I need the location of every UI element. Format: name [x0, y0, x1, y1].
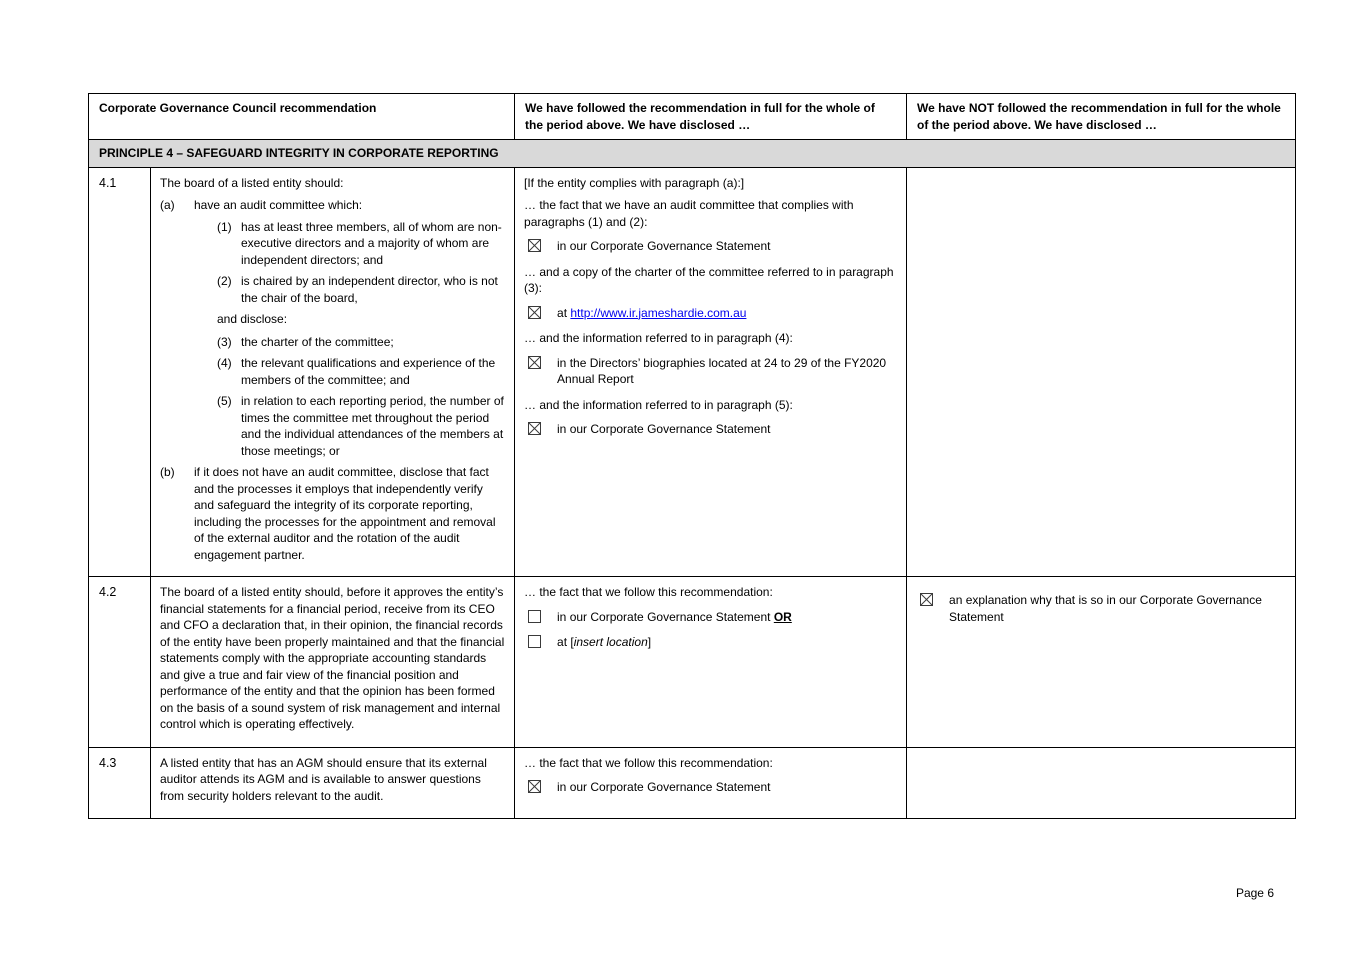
followed-cell: [515, 747, 907, 819]
followed-cell: [515, 577, 907, 748]
principle-banner-row: [89, 140, 1296, 168]
list-item: [160, 197, 505, 214]
disclosure-text: [557, 609, 897, 626]
disclosure-option: [524, 421, 897, 438]
disclosure-option: [524, 305, 897, 322]
disclosure-option: [524, 609, 897, 626]
text-segment: at: [557, 305, 571, 320]
table-row: [89, 577, 1296, 748]
list-item-label: (3): [217, 334, 232, 349]
list-item-text: the charter of the committee;: [241, 334, 394, 349]
list-item-label: (1): [217, 219, 232, 234]
list-item-label: (2): [217, 274, 232, 288]
list-item: [217, 219, 505, 269]
text-segment: insert location: [573, 635, 648, 649]
disclosure-text: [557, 634, 897, 651]
not-followed-cell: [907, 577, 1296, 748]
recommendation-cell: [151, 167, 515, 577]
not-followed-cell: [907, 747, 1296, 819]
header-row: [89, 94, 1296, 140]
text-segment: at [: [557, 635, 574, 649]
disclosure-text: [557, 355, 897, 388]
checked-checkbox-icon: [528, 356, 541, 369]
cell-paragraph: A listed entity that has an AGM should ensure that its external auditor attends its AGM and is available to answer questions from security holders relevant to the audit.: [160, 755, 487, 803]
list-item-text: have an audit committee which:: [194, 198, 363, 212]
disclosure-text: [557, 779, 897, 796]
list-item-label: (a): [160, 198, 175, 212]
checked-checkbox-icon: [528, 422, 541, 435]
governance-table: [88, 93, 1296, 819]
text-segment: ]: [647, 635, 652, 649]
list-item-label: (4): [217, 356, 232, 370]
text-segment: in our Corporate Governance Statement: [557, 780, 771, 794]
page-number: Page 6: [1235, 886, 1274, 900]
checked-checkbox-icon: [920, 593, 933, 606]
cell-paragraph: … the fact that we follow this recommendation:: [524, 755, 773, 770]
cell-paragraph: … the fact that we have an audit committee that complies with paragraphs (1) and (2):: [524, 198, 854, 229]
text-segment: OR: [773, 609, 792, 624]
list-item-text: the relevant qualifications and experience of the members of the committee; and: [241, 356, 496, 387]
recommendation-cell: [151, 577, 515, 748]
cell-paragraph: … and the information referred to in paragraph (5):: [524, 397, 793, 412]
cell-paragraph: … the fact that we follow this recommendation:: [524, 585, 773, 599]
disclosure-option: [524, 355, 897, 388]
unchecked-checkbox-icon: [528, 635, 541, 648]
list-item-label: (5): [217, 394, 232, 408]
list-item: [217, 273, 505, 306]
cell-paragraph: [If the entity complies with paragraph (a):]: [524, 175, 745, 190]
list-item: [217, 393, 505, 459]
jameshardie-ir-link[interactable]: http://www.ir.jameshardie.com.au: [570, 305, 747, 320]
recommendation-cell: [151, 747, 515, 819]
cell-paragraph: … and the information referred to in paragraph (4):: [524, 331, 793, 345]
row-number: 4.3: [89, 747, 151, 819]
cell-paragraph: and disclose:: [217, 312, 288, 326]
cell-paragraph: The board of a listed entity should, before it approves the entity’s financial statements for a financial period, receive from its CEO and CFO a declaration that, in their opinion, the financial records of the entity have been properly maintained and that the financial statements comply with the appropriate accounting standards and give a true and fair view of the financial position and performance of the entity and that the opinion has been formed on the basis of a sound system of risk management and internal control which is operating effectively.: [160, 585, 505, 731]
text-segment: in our Corporate Governance Statement: [557, 239, 771, 253]
list-item-text: is chaired by an independent director, who is not the chair of the board,: [241, 274, 498, 305]
checked-checkbox-icon: [528, 780, 541, 793]
col-header-followed: We have followed the recommendation in full for the whole of the period above. We have disclosed …: [515, 94, 907, 140]
cell-paragraph: The board of a listed entity should:: [160, 175, 344, 190]
list-item-text: in relation to each reporting period, the number of times the committee met throughout the period and the individual attendances of the members at those meetings; or: [241, 394, 504, 458]
col-header-not-followed: We have NOT followed the recommendation in full for the whole of the period above. We have disclosed …: [907, 94, 1296, 140]
checked-checkbox-icon: [528, 306, 541, 319]
disclosure-option: [524, 634, 897, 651]
unchecked-checkbox-icon: [528, 610, 541, 623]
checked-checkbox-icon: [528, 239, 541, 252]
list-item-label: (b): [160, 465, 175, 479]
followed-cell: [515, 167, 907, 577]
disclosure-option: [916, 592, 1286, 625]
text-segment: in our Corporate Governance Statement: [557, 422, 771, 436]
disclosure-text: [557, 305, 897, 322]
col-header-recommendation: Corporate Governance Council recommendation: [89, 94, 515, 140]
table-row: [89, 747, 1296, 819]
cell-paragraph: … and a copy of the charter of the committee referred to in paragraph (3):: [524, 264, 894, 295]
list-item-text: has at least three members, all of whom are non-executive directors and a majority of whom are independent directors; and: [241, 219, 502, 267]
row-number: 4.1: [89, 167, 151, 577]
disclosure-text: [557, 238, 897, 255]
list-item-text: if it does not have an audit committee, disclose that fact and the processes it employs that independently verify and safeguard the integrity of its corporate reporting, including the processes for the appointment and removal of the external auditor and the rotation of the audit engagement partner.: [194, 465, 496, 562]
disclosure-option: [524, 779, 897, 796]
table-row: [89, 167, 1296, 577]
table-body: [89, 167, 1296, 819]
text-segment: an explanation why that is so in our Corporate Governance Statement: [949, 593, 1262, 624]
text-segment: in the Directors’ biographies located at 24 to 29 of the FY2020 Annual Report: [557, 355, 887, 386]
row-number: 4.2: [89, 577, 151, 748]
list-item: [217, 334, 505, 351]
principle-banner: PRINCIPLE 4 – SAFEGUARD INTEGRITY IN CORPORATE REPORTING: [89, 140, 1296, 168]
list-item: [217, 355, 505, 388]
list-item: [160, 464, 505, 563]
disclosure-text: [557, 421, 897, 438]
disclosure-option: [524, 238, 897, 255]
disclosure-text: [949, 592, 1286, 625]
not-followed-cell: [907, 167, 1296, 577]
text-segment: in our Corporate Governance Statement: [557, 609, 774, 624]
